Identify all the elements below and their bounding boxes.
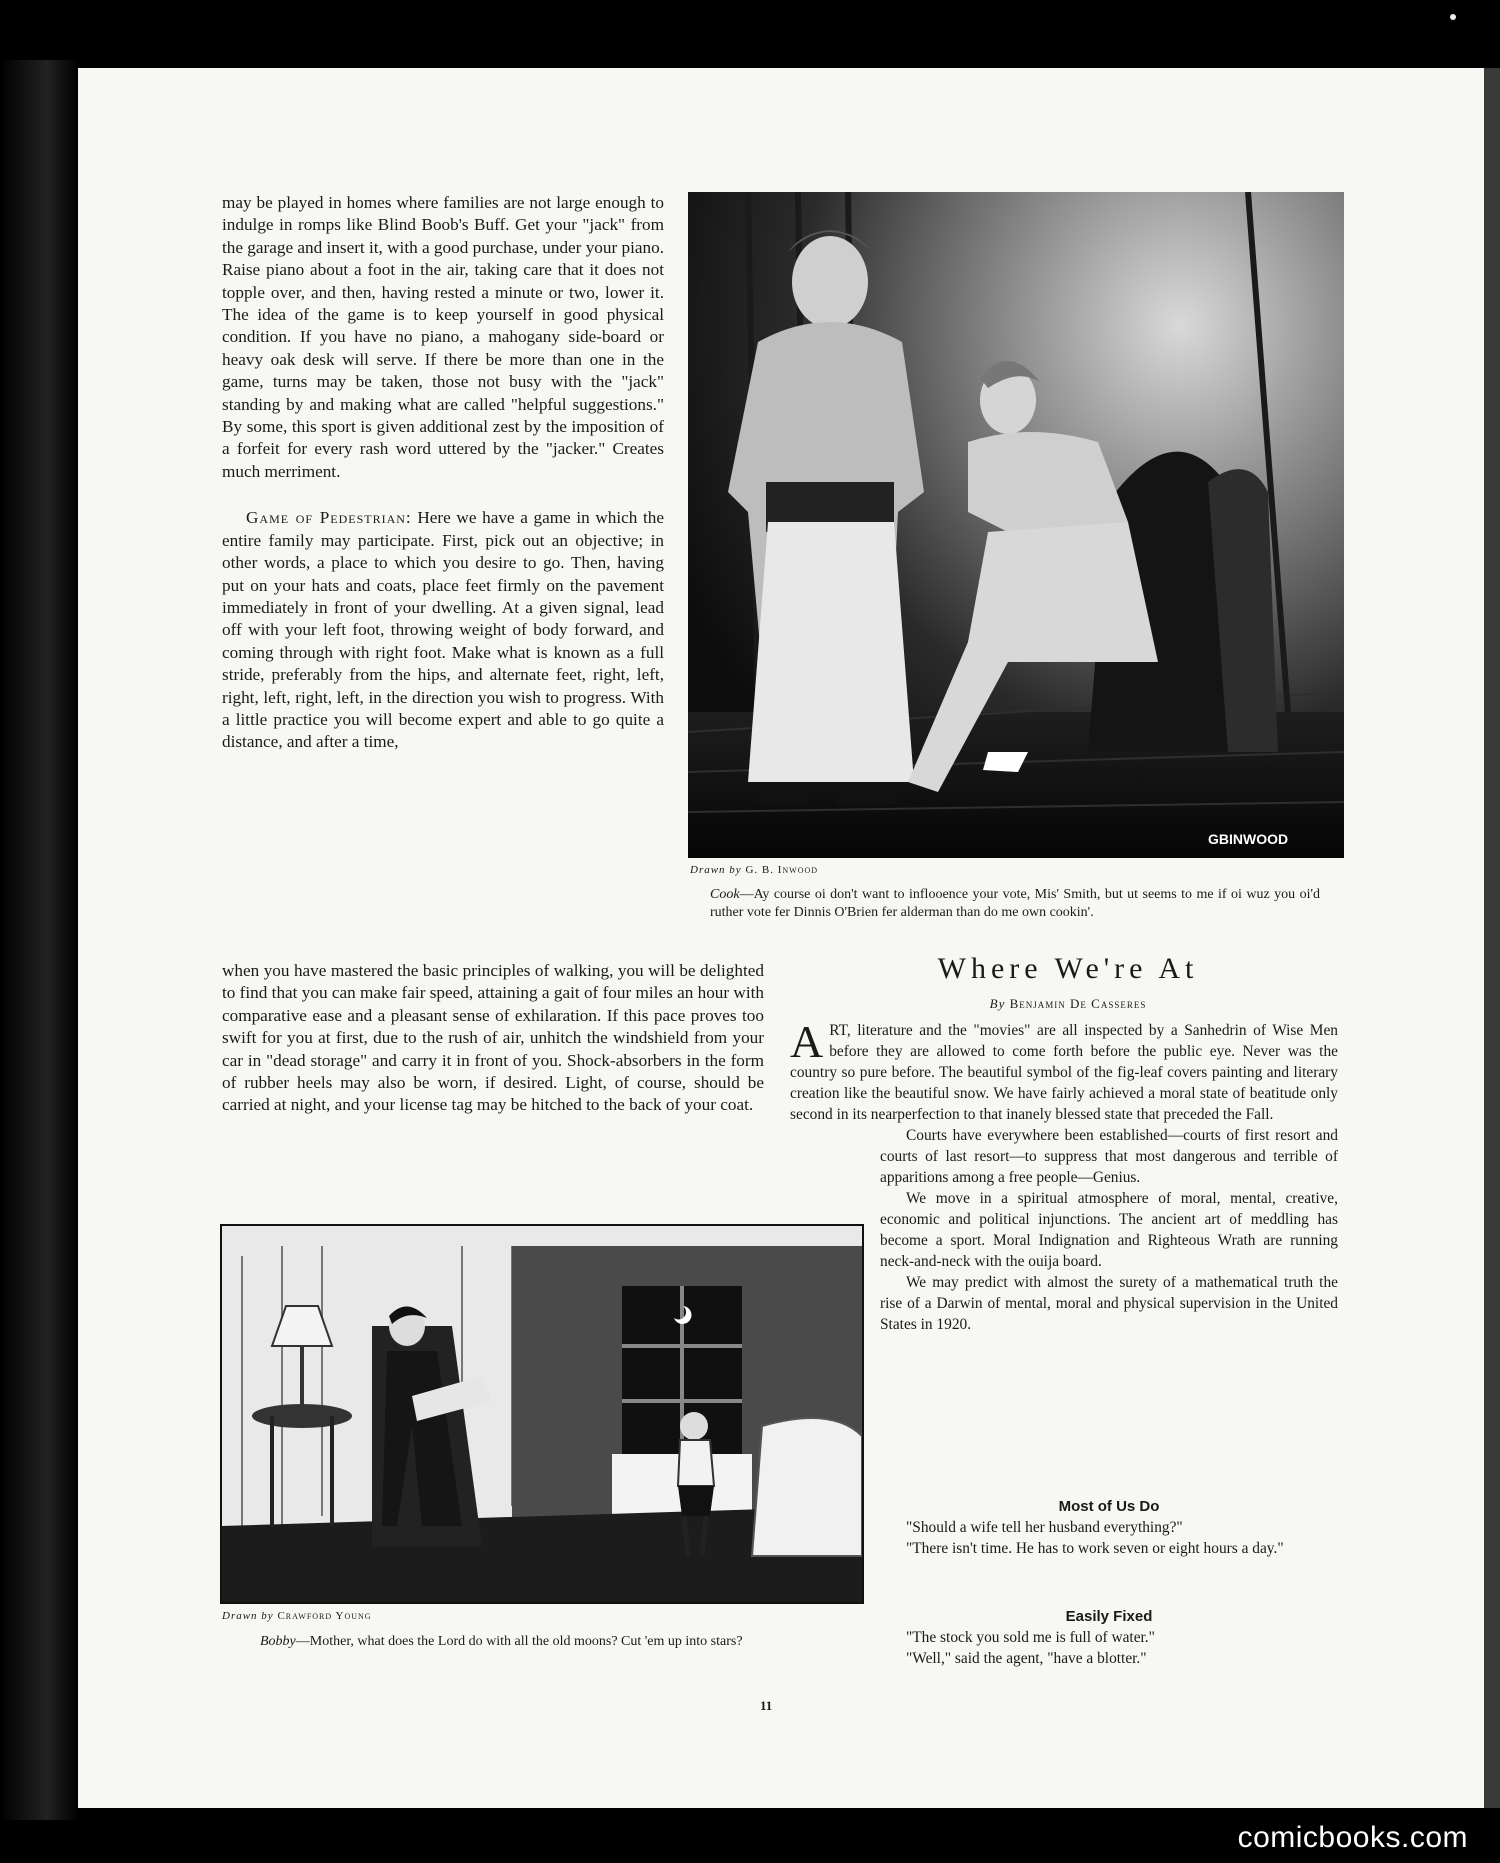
scan-speck bbox=[1450, 14, 1456, 20]
article-body bbox=[790, 1016, 1338, 1335]
left-para-1: may be played in homes where families are not large enough to indulge in romps like Blind Boob's Buff. Get your "jack" from the garage and insert it, with a good purchase, under your piano. Raise piano about a foot in the air, taking care that it does not topple over, and then, having rested a minute or two, lower it. The idea of the game is to keep yourself in good physical condition. If you have no piano, a mahogany side-board or heavy oak desk will serve. If there be more than one in the game, turns may be taken, those not busy with the "jack" standing by and making what are called "helpful suggestions." By some, this sport is given additional zest by the imposition of a forfeit for every rash word uttered by the "jacker." Creates much merriment. bbox=[222, 193, 664, 481]
article-para-1-text: RT, literature and the "movies" are all inspected by a Sanhedrin of Wise Men before they are allowed to come forth before the public eye. Never was the country so pure before. The beautiful symbol of the fig-leaf covers painting and literary creation like the beautiful snow. We have fairly achieved a moral state of beatitude only second in its nearperfection to that inanely blessed state that preceded the Fall. bbox=[790, 1022, 1338, 1123]
joke-title: Most of Us Do bbox=[1058, 1498, 1160, 1515]
joke-line: "There isn't time. He has to work seven or eight hours a day." bbox=[906, 1540, 1284, 1557]
left-column bbox=[222, 192, 664, 754]
caption-text: —Ay course oi don't want to inflooence your vote, Mis' Smith, but ut seems to me if oi wuz you oi'd ruther vote fer Dinnis O'Brien fer alderman than do me own cookin'. bbox=[710, 887, 1320, 920]
credit-prefix: Drawn by bbox=[690, 864, 742, 876]
article-para-1 bbox=[790, 1016, 1338, 1125]
joke-line: "Well," said the agent, "have a blotter." bbox=[906, 1650, 1147, 1667]
left-para-continued: when you have mastered the basic principles of walking, you will be delighted to find that you can make fair speed, attaining a gait of four miles an hour with comparative ease and a pleasant sense of exhilaration. If this pace proves too swift for you at first, due to the rush of air, unhitch the windshield from your car in "dead storage" and carry it in front of you. Shock-absorbers in the form of rubber heels may also be worn, if desired. Light, of course, should be carried at night, and your license tag may be hitched to the back of your coat. bbox=[222, 961, 764, 1115]
book-gutter-right bbox=[1484, 68, 1500, 1808]
illustration-cook-and-lady bbox=[688, 192, 1344, 858]
article-para-4: We may predict with almost the surety of a mathematical truth the rise of a Darwin of mental, moral and physical supervision in the United States in 1920. bbox=[880, 1274, 1338, 1333]
drop-cap: A bbox=[790, 1016, 824, 1067]
illustration-credit-bottom bbox=[222, 1610, 372, 1622]
article-para-3: We move in a spiritual atmosphere of moral, mental, creative, economic and political injunctions. The ancient art of meddling has become a sport. Moral Indignation and Righteous Wrath are running neck-and-neck with the ouija board. bbox=[880, 1190, 1338, 1270]
page-number: 11 bbox=[760, 1698, 773, 1713]
credit-name: Crawford Young bbox=[277, 1610, 372, 1622]
caption-text: —Mother, what does the Lord do with all the old moons? Cut 'em up into stars? bbox=[295, 1634, 743, 1649]
joke-line: "The stock you sold me is full of water." bbox=[906, 1629, 1155, 1646]
credit-prefix: Drawn by bbox=[222, 1610, 274, 1622]
joke-title: Easily Fixed bbox=[1065, 1608, 1153, 1625]
illustration-mother-and-bobby bbox=[220, 1224, 864, 1604]
book-gutter-left bbox=[0, 60, 78, 1820]
watermark: comicbooks.com bbox=[1237, 1821, 1468, 1854]
joke-easily-fixed bbox=[880, 1606, 1338, 1669]
pedestrian-text: Here we have a game in which the entire family may participate. First, pick out an objective; in other words, a place to which you desire to go. Then, having put on your hats and coats, place feet firmly on the pavement immediately in front of your dwelling. At a given signal, lead off with your left foot, throwing weight of body forward, and coming through with right foot. Make what is known as a full stride, preferably from the hips, and alternate feet, right, left, right, left, right, left, in the direction you wish to progress. With a little practice you will become expert and able to go quite a distance, and after a time, bbox=[222, 508, 665, 752]
illustration-caption-bottom bbox=[260, 1632, 860, 1651]
illustration-bobby-art bbox=[222, 1226, 862, 1602]
article-title: Where We're At bbox=[937, 952, 1199, 985]
left-para-2 bbox=[222, 507, 664, 753]
illustration-cook-art bbox=[688, 192, 1344, 858]
byline-prefix: By bbox=[989, 996, 1006, 1011]
illustration-credit-top bbox=[690, 864, 818, 876]
article-para-2: Courts have everywhere been established—courts of first resort and courts of last resort—to suppress that most dangerous and terrible of apparitions among a free people—Genius. bbox=[880, 1127, 1338, 1186]
joke-line: "Should a wife tell her husband everything?" bbox=[906, 1519, 1183, 1536]
illustration-signature: GBINWOOD bbox=[1208, 831, 1289, 847]
pedestrian-heading: Game of Pedestrian: bbox=[246, 508, 412, 528]
caption-speaker: Cook bbox=[710, 887, 740, 902]
illustration-caption-top bbox=[710, 886, 1320, 922]
caption-speaker: Bobby bbox=[260, 1634, 296, 1649]
joke-most-of-us-do bbox=[880, 1496, 1338, 1559]
credit-name: G. B. Inwood bbox=[745, 864, 819, 876]
article-byline bbox=[788, 996, 1348, 1012]
byline-name: Benjamin De Casseres bbox=[1009, 996, 1147, 1011]
